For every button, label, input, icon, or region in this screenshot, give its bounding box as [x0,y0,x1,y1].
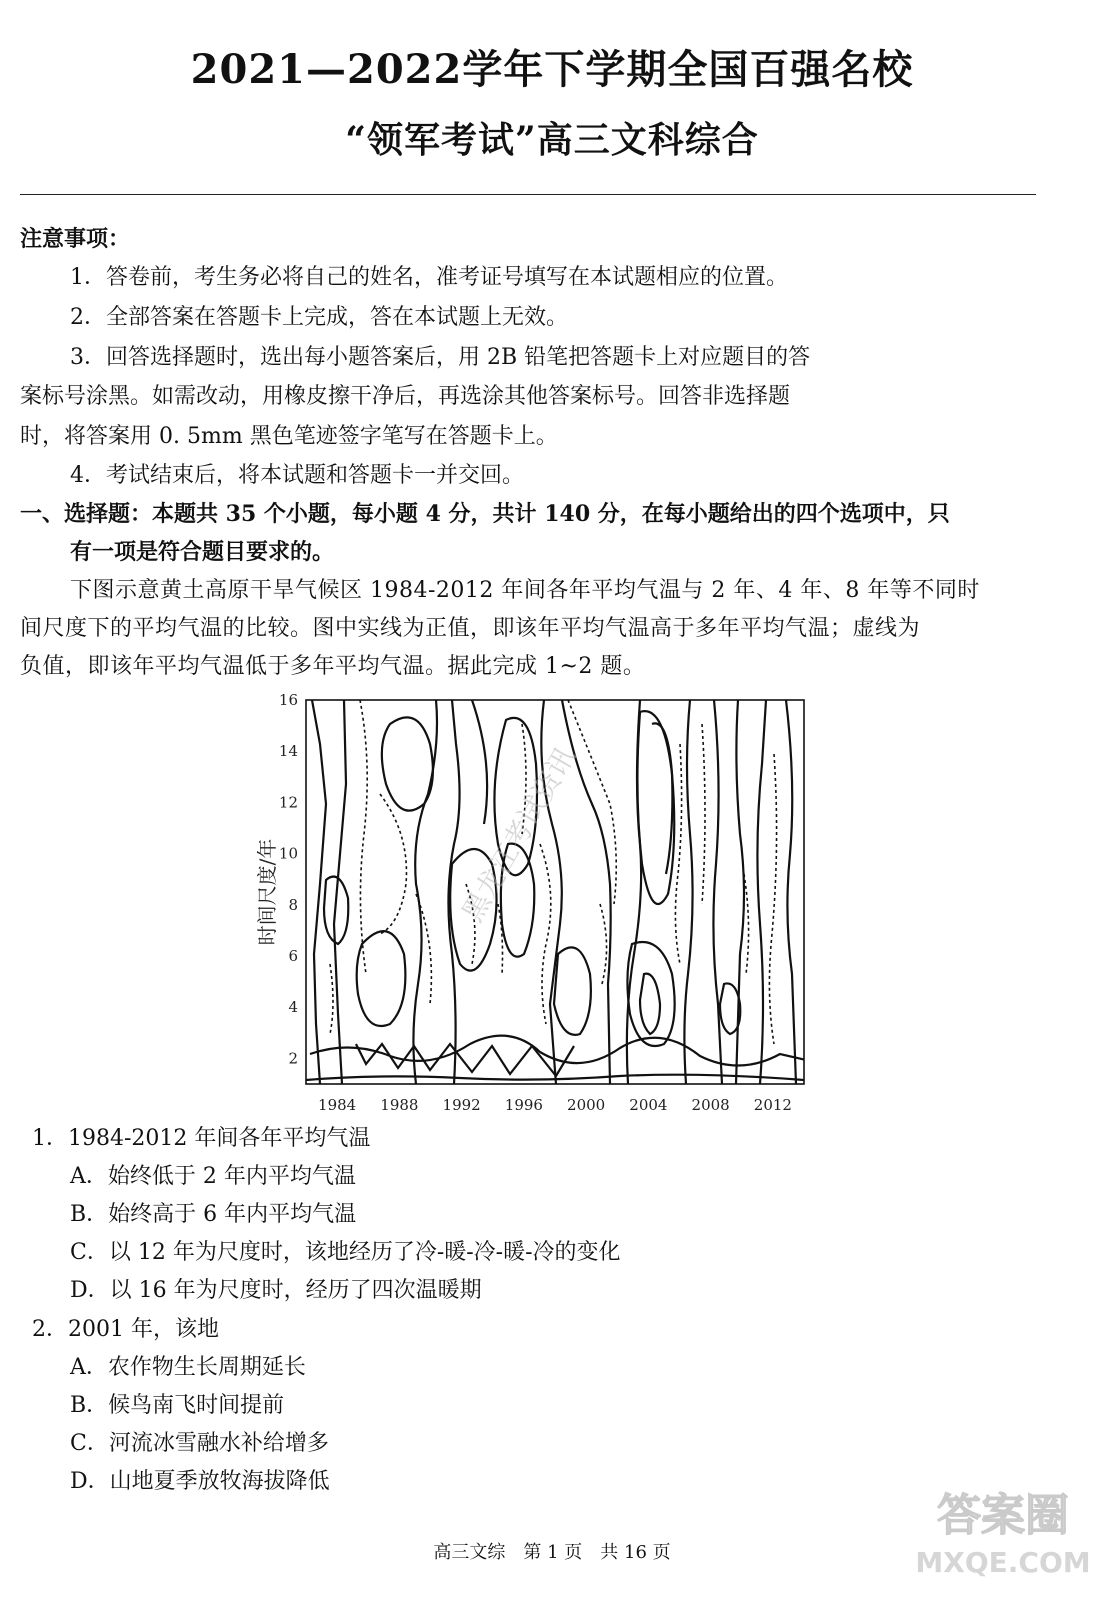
contour-solid-line [757,700,766,1084]
y-tick-label: 10 [278,844,298,863]
contour-solid-line [334,700,346,1084]
svg-text:MXQE.COM: MXQE.COM [915,1546,1091,1579]
contour-solid-line [713,700,722,1084]
passage-line-3: 负值，即该年平均气温低于多年平均气温。据此完成 1~2 题。 [20,654,646,679]
y-tick-label: 8 [288,895,298,914]
chart-watermark [455,741,582,927]
temperature-contour-chart [240,684,820,1120]
y-tick-label: 2 [288,1049,298,1068]
contour-solid-line [382,717,433,810]
contour-dashed-line [675,744,681,964]
exam-title: 2021—2022学年下学期全国百强名校 [190,46,914,93]
exam-subtitle: “领军考试”高三文科综合 [345,119,759,161]
chart-watermark-text: 黑龙江考试资讯 [455,741,583,928]
svg-text:答案圈: 答案圈 [937,1490,1069,1541]
x-tick-label: 1996 [504,1096,543,1114]
x-tick-label: 2000 [567,1096,606,1114]
x-tick-label: 2008 [691,1096,730,1114]
contour-dashed-line [600,904,607,984]
x-tick-label: 2012 [753,1096,792,1114]
x-axis-ticks [318,1096,792,1114]
contour-solid-line [357,931,406,1026]
notice-item-2: 2．全部答案在答题卡上完成，答在本试题上无效。 [70,305,568,330]
contour-dashed-line [540,844,551,1024]
notice-item-1: 1．答卷前，考生务必将自己的姓名，准考证号填写在本试题相应的位置。 [70,265,788,290]
question-1-option-b[interactable]: B．始终高于 6 年内平均气温 [70,1202,357,1227]
passage-line-1: 下图示意黄土高原干旱气候区 1984-2012 年间各年平均气温与 2 年、4 年、8 年等不同时 [70,578,980,603]
contour-dashed-line [380,794,406,934]
question-1-option-d[interactable]: D．以 16 年为尺度时，经历了四次温暖期 [70,1278,482,1303]
question-1-option-a[interactable]: A．始终低于 2 年内平均气温 [70,1164,356,1189]
notice-item-4: 4．考试结束后，将本试题和答题卡一并交回。 [70,463,524,488]
x-tick-label: 2004 [629,1096,668,1114]
x-tick-label: 1988 [380,1096,419,1114]
notice-item-3-line-2: 案标号涂黑。如需改动，用橡皮擦干净后，再选涂其他答案标号。回答非选择题 [20,384,791,409]
x-tick-label: 1984 [318,1096,357,1114]
question-1-stem: 1．1984-2012 年间各年平均气温 [32,1126,371,1151]
notice-item-3-line-3: 时，将答案用 0. 5mm 黑色笔迹签字笔写在答题卡上。 [20,424,558,449]
notice-heading: 注意事项： [20,226,131,252]
page-footer: 高三文综 第 1 页 共 16 页 [433,1542,671,1563]
question-2-option-d[interactable]: D．山地夏季放牧海拔降低 [70,1469,330,1494]
contour-dashed-line [769,754,776,1044]
notice-item-3-line-1: 3．回答选择题时，选出每小题答案后，用 2B 铅笔把答题卡上对应题目的答 [70,345,811,370]
contour-dashed-line [330,964,333,1034]
y-tick-label: 16 [278,691,298,709]
contour-solid-line [554,947,591,1035]
question-2-option-a[interactable]: A．农作物生长周期延长 [70,1355,306,1380]
y-axis-ticks [279,691,298,1067]
contour-solid-line [413,700,437,1084]
contour-solid-line [356,1044,574,1076]
contour-solid-line [786,700,796,1084]
header-divider [20,194,1036,195]
x-tick-label: 1992 [442,1096,481,1114]
question-2-option-c[interactable]: C．河流冰雪融水补给增多 [70,1431,329,1456]
contour-dashed-line [360,700,367,974]
passage-line-2: 间尺度下的平均气温的比较。图中实线为正值，即该年平均气温高于多年平均气温；虚线为 [20,616,921,641]
contour-solid-line [312,700,326,1084]
question-2-stem: 2．2001 年，该地 [32,1317,219,1342]
contour-solid-line [472,700,487,824]
section-heading-line-1: 一、选择题：本题共 35 个小题，每小题 4 分，共计 140 分，在每小题给出的四个选项中，只 [20,501,950,527]
question-1-option-c[interactable]: C．以 12 年为尺度时，该地经历了冷-暖-冷-暖-冷的变化 [70,1240,621,1265]
y-tick-label: 12 [278,793,298,812]
contour-solid-line [637,711,674,904]
y-tick-label: 4 [288,998,298,1017]
contour-dashed-line [702,724,705,904]
contour-solid-line [684,700,692,1084]
y-tick-label: 6 [288,947,298,965]
contour-solid-line [640,974,660,1034]
contour-solid-line [652,723,672,874]
y-axis-label: 时间尺度/年 [255,838,279,946]
contour-solid-line [310,1036,806,1066]
y-tick-label: 14 [278,742,298,761]
question-2-option-b[interactable]: B．候鸟南飞时间提前 [70,1393,285,1418]
site-watermark-logo [895,1472,1095,1592]
section-heading-line-2: 有一项是符合题目要求的。 [70,539,335,565]
